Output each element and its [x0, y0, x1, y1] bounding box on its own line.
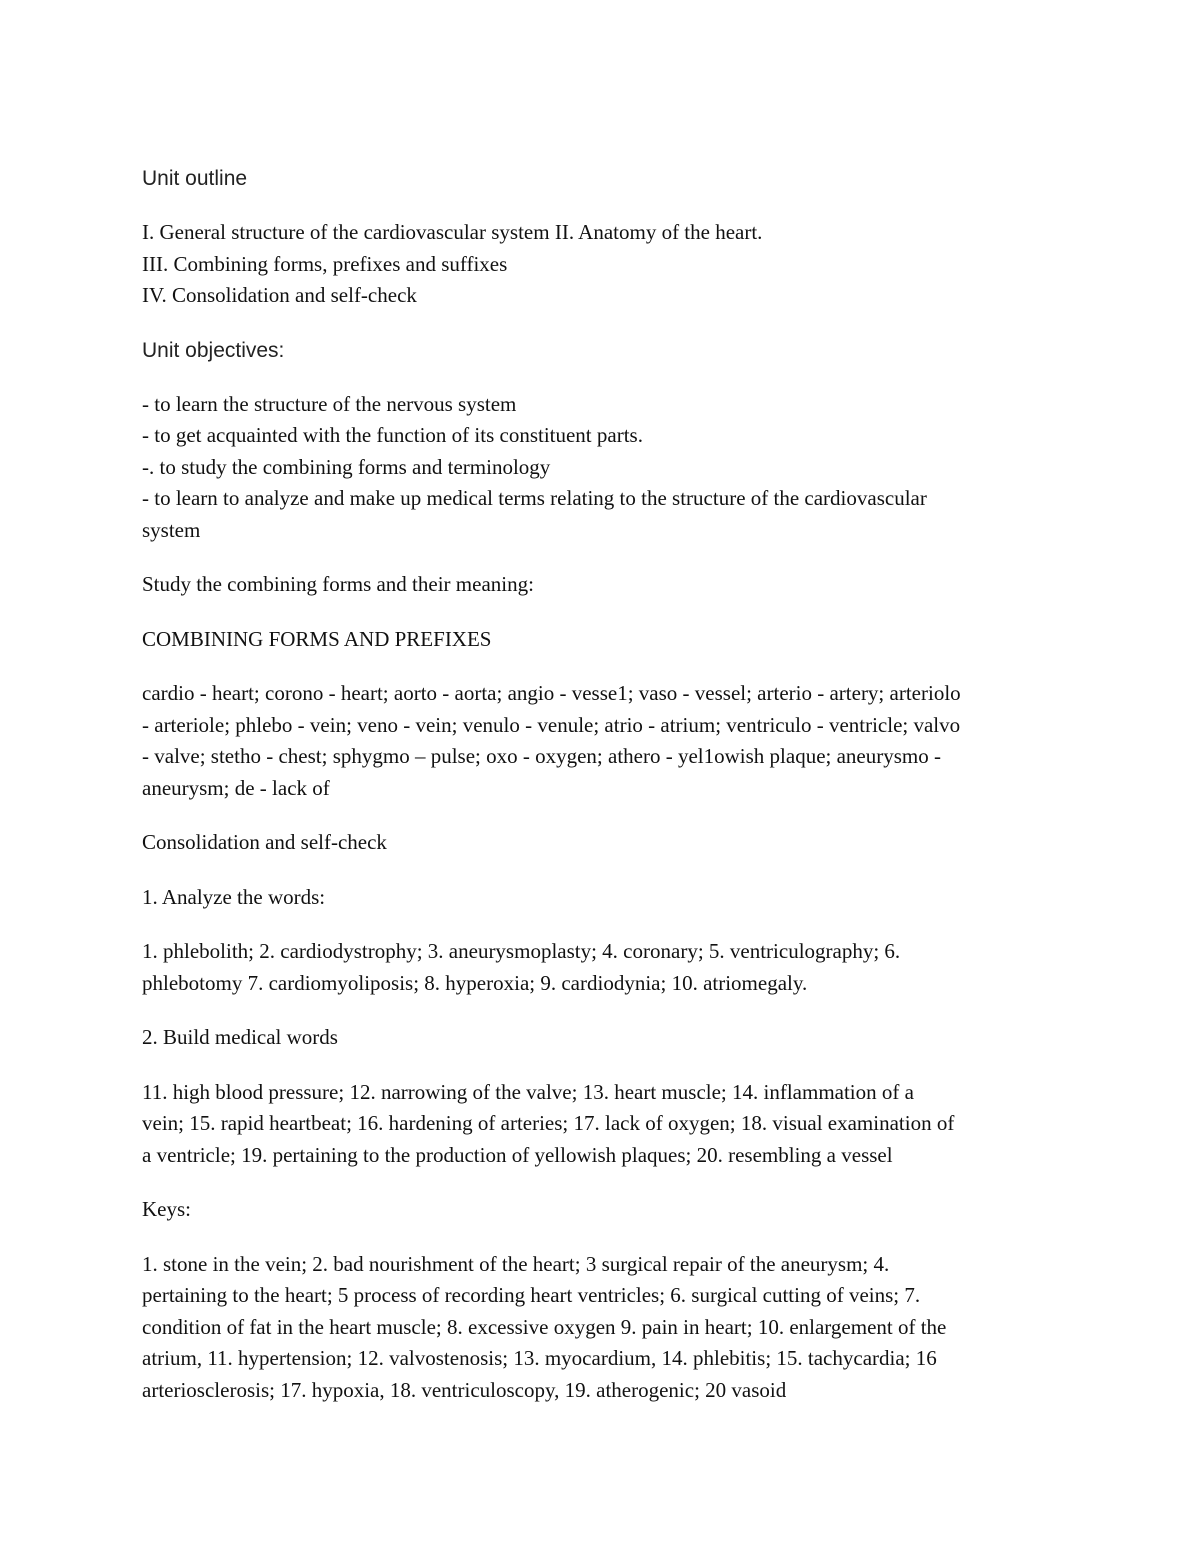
unit-objectives-heading: Unit objectives: — [142, 338, 285, 362]
outline-item: I. General structure of the cardiovascular system II. Anatomy of the heart. — [142, 220, 763, 244]
objective-item: - to get acquainted with the function of its constituent parts. — [142, 423, 643, 447]
outline-item: III. Combining forms, prefixes and suffixes — [142, 251, 508, 276]
task1-paragraph — [142, 936, 1062, 999]
objective-item: - to learn the structure of the nervous system — [142, 391, 517, 416]
combining-forms-paragraph — [142, 678, 1062, 804]
keys-line: arteriosclerosis; 17. hypoxia, 18. ventriculoscopy, 19. atherogenic; 20 vasoid — [142, 1377, 787, 1402]
combining-forms-line: aneurysm; de - lack of — [142, 775, 330, 800]
combining-forms-heading: COMBINING FORMS AND PREFIXES — [142, 626, 492, 651]
combining-forms-line: - arteriole; phlebo - vein; veno - vein; venulo - venule; atrio - atrium; ventriculo - ventricle; valvo — [142, 712, 961, 737]
outline-item: IV. Consolidation and self-check — [142, 283, 417, 307]
combining-forms-line: - valve; stetho - chest; sphygmo – pulse; oxo - oxygen; athero - yel1owish plaque; aneurysmo - — [142, 744, 941, 768]
task1-line: 1. phlebolith; 2. cardiodystrophy; 3. aneurysmoplasty; 4. coronary; 5. ventriculography; 6. — [142, 939, 901, 963]
objective-item: system — [142, 517, 201, 542]
study-intro: Study the combining forms and their meaning: — [142, 572, 534, 596]
unit-objectives-list — [142, 389, 1062, 547]
keys-line: condition of fat in the heart muscle; 8. excessive oxygen 9. pain in heart; 10. enlargement of the — [142, 1314, 947, 1339]
task2-line: vein; 15. rapid heartbeat; 16. hardening of arteries; 17. lack of oxygen; 18. visual examination of — [142, 1111, 955, 1135]
task2-line: 11. high blood pressure; 12. narrowing of the valve; 13. heart muscle; 14. inflammation of a — [142, 1079, 914, 1104]
combining-forms-line: cardio - heart; corono - heart; aorto - aorta; angio - vesse1; vaso - vessel; arterio - artery; arteriolo — [142, 681, 961, 705]
keys-line: pertaining to the heart; 5 process of recording heart ventricles; 6. surgical cutting of veins; 7. — [142, 1283, 921, 1307]
objective-item: - to learn to analyze and make up medical terms relating to the structure of the cardiovascular — [142, 486, 927, 510]
keys-paragraph — [142, 1249, 1062, 1407]
task1-line: phlebotomy 7. cardiomyoliposis; 8. hyperoxia; 9. cardiodynia; 10. atriomegaly. — [142, 970, 808, 995]
task2-title: 2. Build medical words — [142, 1025, 338, 1049]
document-body — [142, 163, 1062, 1406]
keys-title: Keys: — [142, 1197, 191, 1221]
consolidation-heading: Consolidation and self-check — [142, 830, 387, 854]
task1-title: 1. Analyze the words: — [142, 884, 326, 909]
objective-item: -. to study the combining forms and terminology — [142, 454, 551, 479]
keys-line: atrium, 11. hypertension; 12. valvostenosis; 13. myocardium, 14. phlebitis; 15. tachycardia; 16 — [142, 1346, 937, 1370]
unit-outline-list — [142, 217, 1062, 312]
keys-line: 1. stone in the vein; 2. bad nourishment of the heart; 3 surgical repair of the aneurysm; 4. — [142, 1251, 890, 1276]
unit-outline-heading: Unit outline — [142, 167, 248, 190]
task2-line: a ventricle; 19. pertaining to the production of yellowish plaques; 20. resembling a vessel — [142, 1142, 893, 1167]
task2-paragraph — [142, 1077, 1062, 1172]
